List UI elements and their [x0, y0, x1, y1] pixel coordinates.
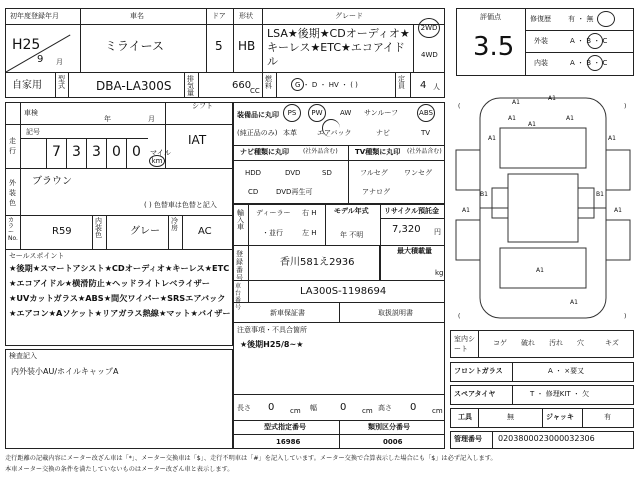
color-label: 外装色: [9, 179, 16, 207]
class-number-label: 類別区分番号: [368, 423, 410, 431]
nav-label: ナビ種類に丸印: [240, 148, 289, 156]
displacement-label: 排気量: [187, 75, 194, 97]
seat-item: 汚れ: [549, 339, 563, 347]
nav-item: SD: [322, 169, 332, 177]
equipment-item: AW: [340, 109, 352, 117]
damage-mark: B1: [480, 191, 488, 198]
damage-mark: A1: [548, 95, 556, 102]
damage-mark: A1: [528, 121, 536, 128]
repair-none-circle: [597, 11, 615, 27]
damage-mark: A1: [488, 135, 496, 142]
reg-year-label: 初年度登録年月: [10, 12, 59, 20]
ac-label: 冷房: [171, 217, 178, 232]
inspect-label: 車検: [24, 109, 38, 117]
nav-item: DVD再生可: [276, 188, 313, 196]
notes-text: ★後期H25/8~★: [240, 340, 304, 349]
height-value: 0: [410, 402, 417, 413]
model-year-sub: 年 不明: [340, 231, 364, 239]
equipment-circle: [417, 104, 435, 122]
use-type: 自家用: [12, 80, 42, 91]
airbag-circle: [322, 119, 340, 137]
footer-line1: 走行距離の記載内容にメーター改ざん車は「*」、メーター交換車は「$」、走行不明車は「#」を記入しています。メーター交換で合算表示した場合にも「$」は必ず記入します。: [5, 455, 497, 462]
mgmt-number: 0203800023000032306: [498, 434, 595, 443]
equipment-item: 本革: [283, 129, 297, 137]
spare-options: T ・ 修理KIT ・ 欠: [530, 390, 590, 398]
damage-mark: A1: [508, 115, 516, 122]
length-unit: cm: [290, 407, 301, 415]
drive-4wd: 4WD: [421, 51, 438, 59]
max-load-unit: kg: [435, 269, 444, 277]
shift: IAT: [188, 133, 207, 147]
capacity-unit: 人: [433, 83, 440, 91]
reg-month: 9: [37, 54, 44, 65]
digit-divider: [106, 138, 107, 168]
score: 3.5: [473, 32, 515, 62]
equipment-circle: [283, 104, 301, 122]
model-label: 型式: [58, 75, 65, 90]
interior-label: 内装: [534, 59, 548, 67]
equipment-item: サンルーフ: [364, 109, 399, 117]
capacity-label: 定員: [398, 75, 405, 90]
import-label: 輸入車: [237, 209, 244, 231]
equipment-label: 装備品に丸印: [237, 111, 279, 119]
color-no-label: カラーNo.: [8, 217, 18, 242]
color-no: R59: [52, 226, 72, 237]
tv-item: ワンセグ: [404, 169, 432, 177]
type-label: 形状: [239, 12, 253, 20]
nav-item: CD: [248, 188, 259, 196]
drive-2wd: 2WD: [420, 24, 438, 32]
grade-text: LSA★後期★CDオーディオ★キーレス★ETC★エコアイドル: [267, 27, 410, 68]
mgmt-label: 管理番号: [454, 435, 482, 443]
recycle-yen: 円: [434, 228, 441, 236]
mileage-digit: 0: [132, 144, 141, 160]
score-label: 評価点: [480, 13, 501, 21]
interior-color-label: 内装色: [95, 217, 102, 239]
class-number: 0006: [383, 438, 403, 446]
interior-options: A ・ B ・ C: [570, 59, 608, 67]
spare-label: スペアタイヤ: [454, 390, 496, 398]
ac: AC: [198, 226, 212, 237]
jack-label: ジャッキ: [546, 413, 574, 421]
inspector-text: 内外装小AU/ホイルキャップA: [11, 367, 119, 376]
km-circle: [149, 155, 165, 167]
car-damage-diagram: [450, 88, 636, 328]
cc-unit: CC: [250, 87, 260, 95]
import-left: 左 H: [302, 229, 317, 237]
sales-points-label: セールスポイント: [9, 252, 65, 260]
exterior-label: 外装: [534, 37, 548, 45]
damage-mark: A1: [462, 207, 470, 214]
footer-line2: 本車メーター交換の条件を満たしていないものはメーター改ざん車と表示します。: [5, 466, 234, 473]
recycle-amount: 7,320: [392, 224, 421, 235]
drive-2wd-circle: [418, 18, 440, 38]
recycle-label: リサイクル預託金: [384, 207, 440, 215]
width-label: 幅: [310, 404, 317, 412]
import-parallel: ・並行: [262, 229, 283, 237]
tool-value: 無: [507, 413, 514, 421]
digit-divider: [66, 138, 67, 168]
mileage-digit: 3: [72, 144, 81, 160]
inspector-section: [5, 349, 233, 449]
tool-label: 工具: [458, 413, 472, 421]
km-unit: km: [151, 157, 163, 165]
manual-doc: 取扱説明書: [378, 309, 413, 317]
inspect-year-unit: 年: [104, 115, 111, 123]
digit-divider: [86, 138, 87, 168]
sales-point-line: ★後期★スマートアシスト★CDオーディオ★キーレス★ETC: [9, 263, 230, 273]
width-value: 0: [340, 402, 347, 413]
model-year-label: モデル年式: [334, 207, 369, 215]
damage-mark: A1: [608, 135, 616, 142]
equipment-item: ABS: [419, 109, 433, 117]
tv-item: フルセグ: [360, 169, 388, 177]
door-label: ドア: [212, 12, 226, 20]
exterior-b-circle: [587, 33, 603, 49]
plate-label: 登録番号: [236, 250, 243, 282]
height-label: 高さ: [378, 404, 392, 412]
digits-label: 記号: [26, 128, 40, 136]
diagram-bracket-bl: (: [458, 313, 461, 320]
length-label: 長さ: [237, 404, 251, 412]
sales-point-line: ★エコアイドル★横滑防止★ヘッドライトレベライザー: [9, 278, 210, 288]
mileage-digit: 7: [52, 144, 61, 160]
seat-item: コゲ: [493, 339, 507, 347]
mileage-label: 走行: [9, 137, 16, 155]
repair-options: 有 ・ 無: [568, 15, 594, 23]
sales-point-line: ★エアコン★Aソケット★リアガラス熱線★マット★バイザー: [9, 308, 231, 318]
type-number: 16986: [276, 438, 301, 446]
warranty-doc: 新車保証書: [270, 309, 305, 317]
nav-item: DVD: [285, 169, 301, 177]
model-code: DBA-LA300S: [96, 79, 172, 93]
equipment-circle: [308, 104, 326, 122]
chassis-number: LA300S-1198694: [300, 286, 387, 297]
diagram-bracket-tl: (: [458, 103, 461, 110]
digit-divider: [126, 138, 127, 168]
inspect-month-unit: 月: [148, 115, 155, 123]
color-note: ( ) 色替車は色替と記入: [144, 201, 217, 209]
equipment-item: エアバック: [317, 129, 352, 137]
seat-item: キズ: [605, 339, 619, 347]
equipment-item: PW: [311, 109, 323, 117]
damage-mark: A1: [566, 115, 574, 122]
fuel-label: 燃料: [265, 75, 272, 90]
diagram-bracket-br: ): [624, 313, 627, 320]
inspector-label: 検査記入: [9, 352, 37, 360]
damage-mark: A1: [512, 99, 520, 106]
body-type: HB: [238, 39, 256, 53]
reg-year: H25: [12, 37, 41, 53]
jack-value: 有: [604, 413, 611, 421]
shift-label: シフト: [192, 102, 213, 110]
import-dealer: ディーラー: [256, 209, 291, 217]
car-name-label: 車名: [130, 12, 144, 20]
mile-unit: マイル: [150, 149, 171, 157]
chassis-label: 車台番号: [235, 283, 242, 311]
import-right: 右 H: [302, 209, 317, 217]
fuel-options: G ・ D ・ HV ・ ( ): [295, 81, 358, 89]
max-load-label: 最大積載量: [397, 247, 432, 255]
digit-divider: [46, 138, 47, 168]
door-count: 5: [215, 39, 223, 53]
mileage-digit: 0: [112, 144, 121, 160]
notes-label: 注意事項・不具合箇所: [237, 326, 307, 334]
month-unit: 月: [56, 58, 63, 66]
tv-note: (社外品含む): [407, 148, 442, 155]
mileage-digit: 3: [92, 144, 101, 160]
damage-mark: B1: [596, 191, 604, 198]
diagram-bracket-tr: ): [624, 103, 627, 110]
nav-note: (社外品含む): [303, 148, 338, 155]
equipment-sublabel: (純正品のみ): [237, 129, 278, 137]
length-value: 0: [268, 402, 275, 413]
displacement: 660: [232, 80, 252, 91]
color-value: ブラウン: [32, 176, 72, 187]
equipment-item: TV: [421, 129, 431, 137]
grade-label: グレード: [335, 12, 363, 20]
equipment-item: ナビ: [376, 129, 390, 137]
capacity: 4: [420, 80, 427, 91]
damage-mark: A1: [614, 207, 622, 214]
tv-item: アナログ: [362, 188, 390, 196]
seat-item: 穴: [577, 339, 584, 347]
nav-item: HDD: [245, 169, 262, 177]
plate-number: 香川581え2936: [280, 257, 355, 268]
exterior-options: A ・ B ・ C: [570, 37, 608, 45]
seat-label: 室内シート: [454, 335, 475, 353]
damage-mark: A1: [570, 299, 578, 306]
glass-label: フロントガラス: [454, 367, 503, 375]
height-unit: cm: [432, 407, 443, 415]
sales-point-line: ★UVカットガラス★ABS★間欠ワイパー★SRSエアバック: [9, 293, 226, 303]
tv-label: TV種類に丸印: [355, 148, 401, 156]
interior-b-circle: [587, 55, 603, 71]
car-name: ミライース: [105, 39, 165, 53]
seat-item: 破れ: [521, 339, 535, 347]
interior-color: グレー: [130, 226, 160, 237]
type-number-label: 型式指定番号: [264, 423, 306, 431]
equipment-item: PS: [287, 109, 297, 117]
width-unit: cm: [362, 407, 373, 415]
damage-mark: A1: [536, 267, 544, 274]
glass-options: A ・ ×要又: [548, 367, 585, 375]
repair-label: 修復歴: [530, 15, 551, 23]
